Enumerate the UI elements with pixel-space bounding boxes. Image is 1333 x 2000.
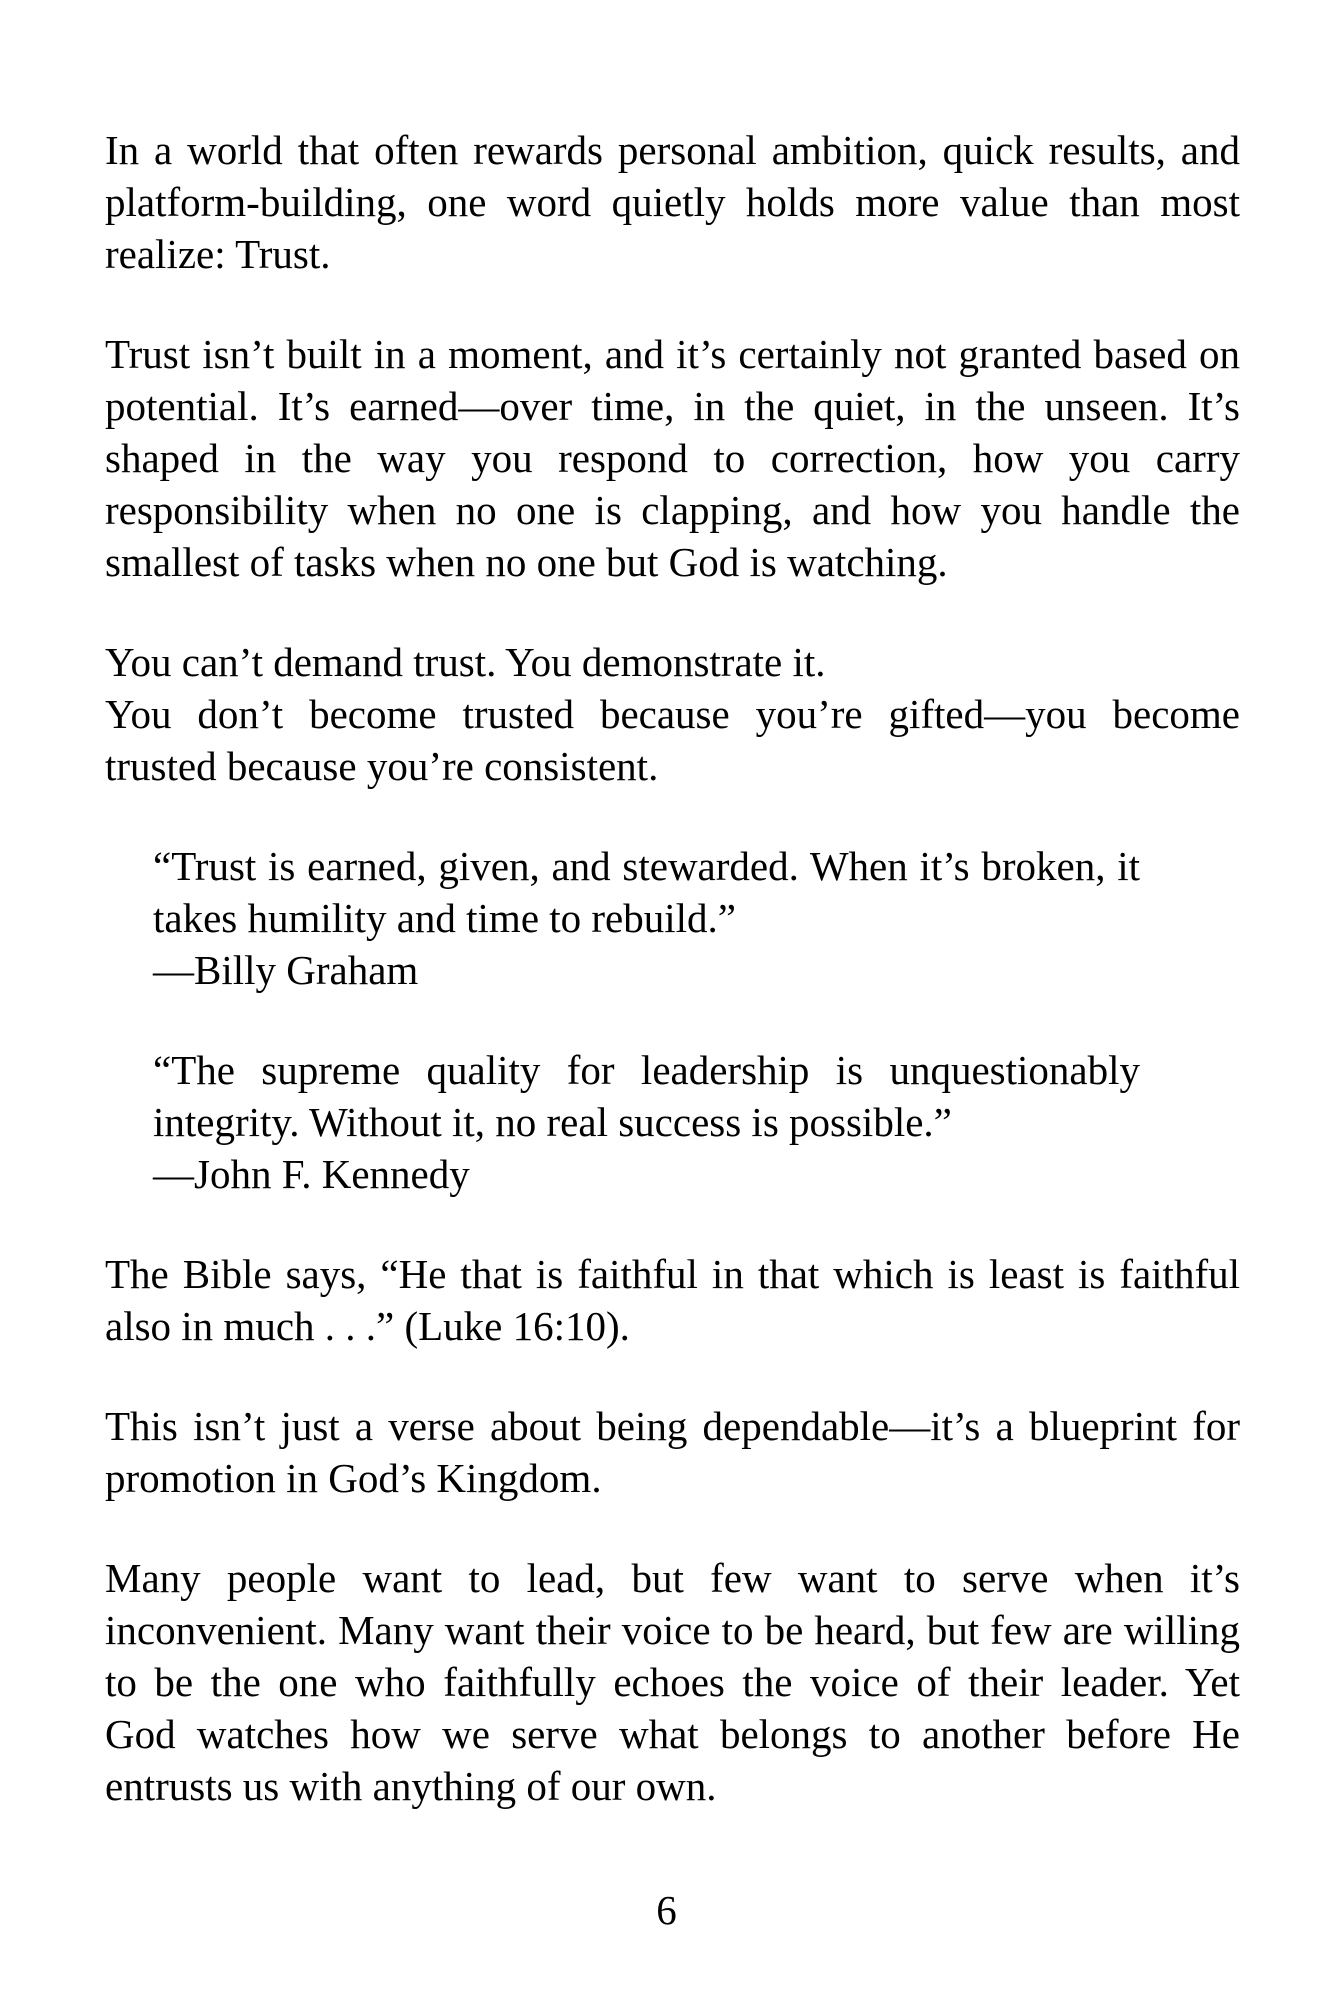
text-line: inconvenient. Many want their voice to be heard, but few are willing	[105, 1607, 1240, 1653]
body-paragraph	[105, 124, 1240, 280]
attribution-line: —John F. Kennedy	[153, 1151, 470, 1197]
body-paragraph	[105, 636, 1240, 792]
text-line: In a world that often rewards personal ambition, quick results, and	[105, 127, 1240, 173]
text-line: platform-building, one word quietly holds more value than most	[105, 179, 1240, 225]
text-line: promotion in God’s Kingdom.	[105, 1455, 602, 1501]
text-line: potential. It’s earned—over time, in the quiet, in the unseen. It’s	[105, 383, 1240, 429]
text-line: This isn’t just a verse about being dependable—it’s a blueprint for	[105, 1403, 1240, 1449]
text-line: The Bible says, “He that is faithful in that which is least is faithful	[105, 1251, 1240, 1297]
body-paragraph	[105, 1248, 1240, 1352]
quote-text-line: takes humility and time to rebuild.”	[153, 895, 736, 941]
attribution-line: —Billy Graham	[153, 947, 419, 993]
text-line: entrusts us with anything of our own.	[105, 1763, 717, 1809]
text-line: also in much . . .” (Luke 16:10).	[105, 1303, 630, 1349]
text-line: trusted because you’re consistent.	[105, 743, 659, 789]
page-number: 6	[656, 1887, 677, 1933]
text-line: You don’t become trusted because you’re gifted—you become	[105, 691, 1240, 737]
quote-text-line: integrity. Without it, no real success is possible.”	[153, 1099, 952, 1145]
quote-text-line: “The supreme quality for leadership is unquestionably	[153, 1047, 1140, 1093]
text-line: smallest of tasks when no one but God is watching.	[105, 539, 948, 585]
text-line: You can’t demand trust. You demonstrate it.	[105, 639, 826, 685]
text-line: realize: Trust.	[105, 231, 331, 277]
quote-text-line: “Trust is earned, given, and stewarded. When it’s broken, it	[153, 843, 1140, 889]
text-line: Many people want to lead, but few want to serve when it’s	[105, 1555, 1240, 1601]
text-line: responsibility when no one is clapping, and how you handle the	[105, 487, 1240, 533]
block-quote	[153, 840, 1140, 996]
block-quote	[153, 1044, 1140, 1200]
text-line: shaped in the way you respond to correction, how you carry	[105, 435, 1240, 481]
body-paragraph	[105, 328, 1240, 588]
text-line: God watches how we serve what belongs to another before He	[105, 1711, 1240, 1757]
body-paragraph	[105, 1400, 1240, 1504]
text-line: to be the one who faithfully echoes the voice of their leader. Yet	[105, 1659, 1240, 1705]
text-line: Trust isn’t built in a moment, and it’s certainly not granted based on	[105, 331, 1240, 377]
body-paragraph	[105, 1552, 1240, 1812]
